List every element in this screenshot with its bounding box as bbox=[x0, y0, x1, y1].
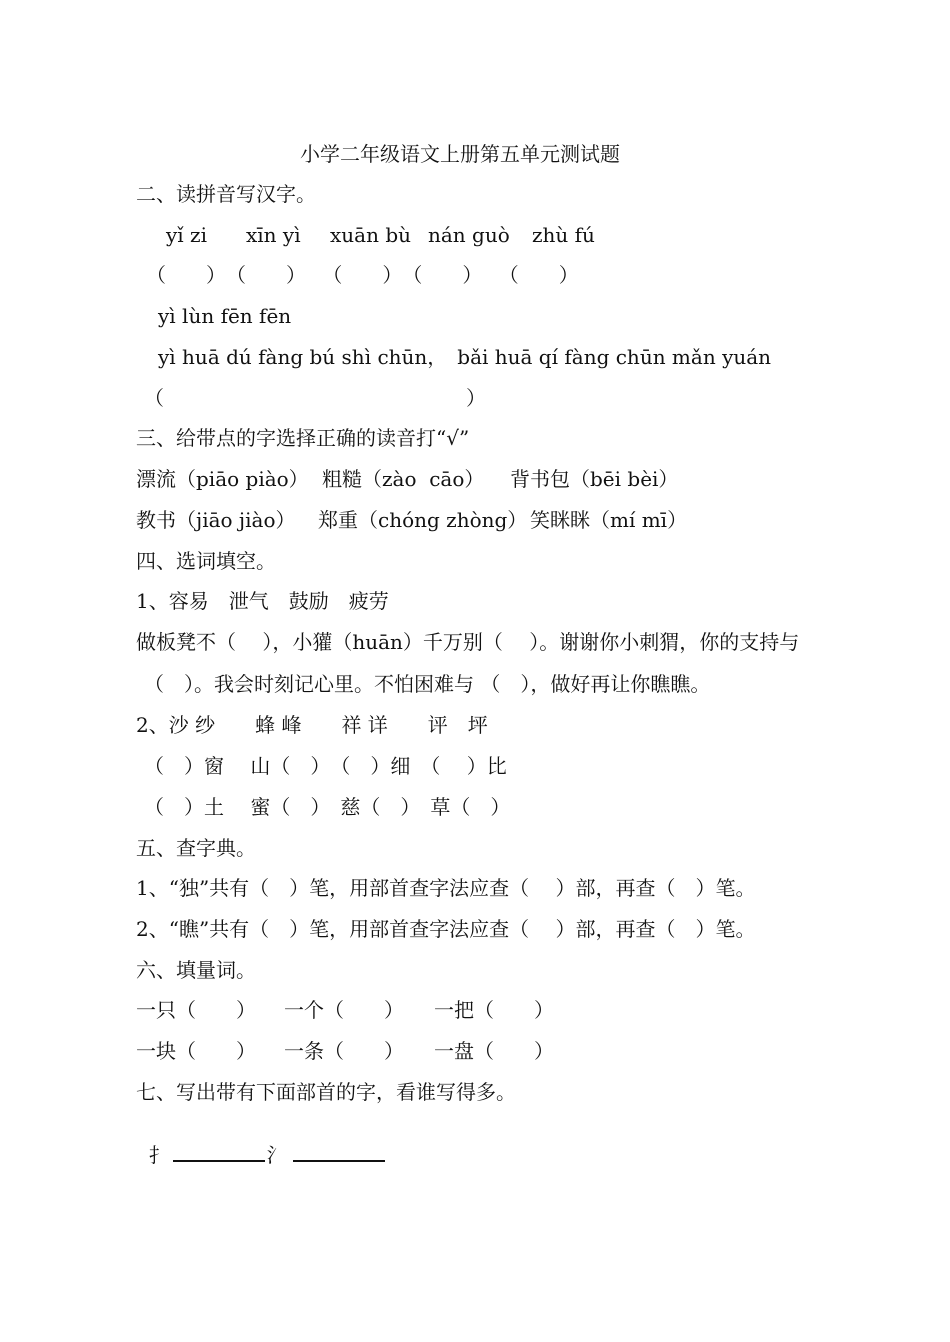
section7-heading: 七、写出带有下面部首的字，看谁写得多。 bbox=[136, 1080, 516, 1104]
answer-paren-close[interactable]: ） bbox=[466, 386, 486, 410]
reading-choice[interactable]: 笑眯眯（mí mī） bbox=[530, 508, 688, 532]
reading-choice[interactable]: 粗糙（zào cāo） bbox=[322, 467, 485, 491]
reading-choice[interactable]: 漂流（piāo piào） bbox=[136, 467, 309, 491]
q2-row1[interactable]: （ ）窗 山（ ） （ ）细 （ ）比 bbox=[144, 754, 507, 778]
section3-heading: 三、给带点的字选择正确的读音打“√” bbox=[136, 426, 470, 450]
section6-heading: 六、填量词。 bbox=[136, 958, 256, 982]
measure-word-item[interactable]: 一个（ ） bbox=[284, 998, 404, 1022]
measure-word-item[interactable]: 一条（ ） bbox=[284, 1039, 404, 1063]
dictionary-q2[interactable]: 2、“瞧”共有（ ）笔，用部首查字法应查（ ）部，再查（ ）笔。 bbox=[136, 917, 756, 941]
q1-word-bank: 1、容易 泄气 鼓励 疲劳 bbox=[136, 589, 389, 613]
dictionary-q1[interactable]: 1、“独”共有（ ）笔，用部首查字法应查（ ）部，再查（ ）笔。 bbox=[136, 876, 756, 900]
section4-heading: 四、选词填空。 bbox=[136, 549, 276, 573]
answer-paren-open[interactable]: （ bbox=[144, 386, 164, 410]
reading-choice[interactable]: 郑重（chóng zhòng） bbox=[318, 508, 528, 532]
section5-heading: 五、查字典。 bbox=[136, 836, 256, 860]
radical-hand: 扌 bbox=[148, 1143, 169, 1167]
pinyin-idiom-line: yì lùn fēn fēn bbox=[158, 304, 292, 328]
q1-sentence-line1[interactable]: 做板凳不（ ），小獾（huān）千万别（ ）。谢谢你小刺猬，你的支持与 bbox=[136, 630, 800, 654]
measure-word-item[interactable]: 一块（ ） bbox=[136, 1039, 256, 1063]
reading-choice[interactable]: 教书（jiāo jiào） bbox=[136, 508, 296, 532]
radical-row bbox=[136, 1122, 385, 1165]
measure-word-item[interactable]: 一把（ ） bbox=[434, 998, 554, 1022]
pinyin-proverb-line: yì huā dú fàng bú shì chūn， bǎi huā qí fàng chūn mǎn yuán bbox=[158, 345, 772, 369]
q2-word-bank: 2、沙 纱 蜂 峰 祥 详 评 坪 bbox=[136, 713, 488, 737]
pinyin-3: xuān bù bbox=[330, 223, 412, 247]
page-title: 小学二年级语文上册第五单元测试题 bbox=[300, 142, 620, 166]
measure-word-item[interactable]: 一盘（ ） bbox=[434, 1039, 554, 1063]
answer-blank[interactable] bbox=[173, 1142, 265, 1162]
answer-blank[interactable] bbox=[293, 1142, 385, 1162]
measure-word-item[interactable]: 一只（ ） bbox=[136, 998, 256, 1022]
q2-row2[interactable]: （ ）土 蜜（ ） 慈（ ） 草（ ） bbox=[144, 795, 511, 819]
radical-water: 氵 bbox=[266, 1143, 287, 1167]
q1-sentence-line2[interactable]: （ ）。我会时刻记心里。不怕困难与 （ ），做好再让你瞧瞧。 bbox=[144, 672, 711, 696]
pinyin-2: xīn yì bbox=[246, 223, 301, 247]
answer-parens-row1[interactable]: （ ） （ ） （ ） （ ） （ ） bbox=[146, 263, 579, 287]
pinyin-4: nán guò bbox=[428, 223, 510, 247]
pinyin-5: zhù fú bbox=[532, 223, 595, 247]
section2-heading: 二、读拼音写汉字。 bbox=[136, 182, 316, 206]
reading-choice[interactable]: 背书包（bēi bèi） bbox=[510, 467, 679, 491]
pinyin-1: yǐ zi bbox=[166, 223, 207, 247]
